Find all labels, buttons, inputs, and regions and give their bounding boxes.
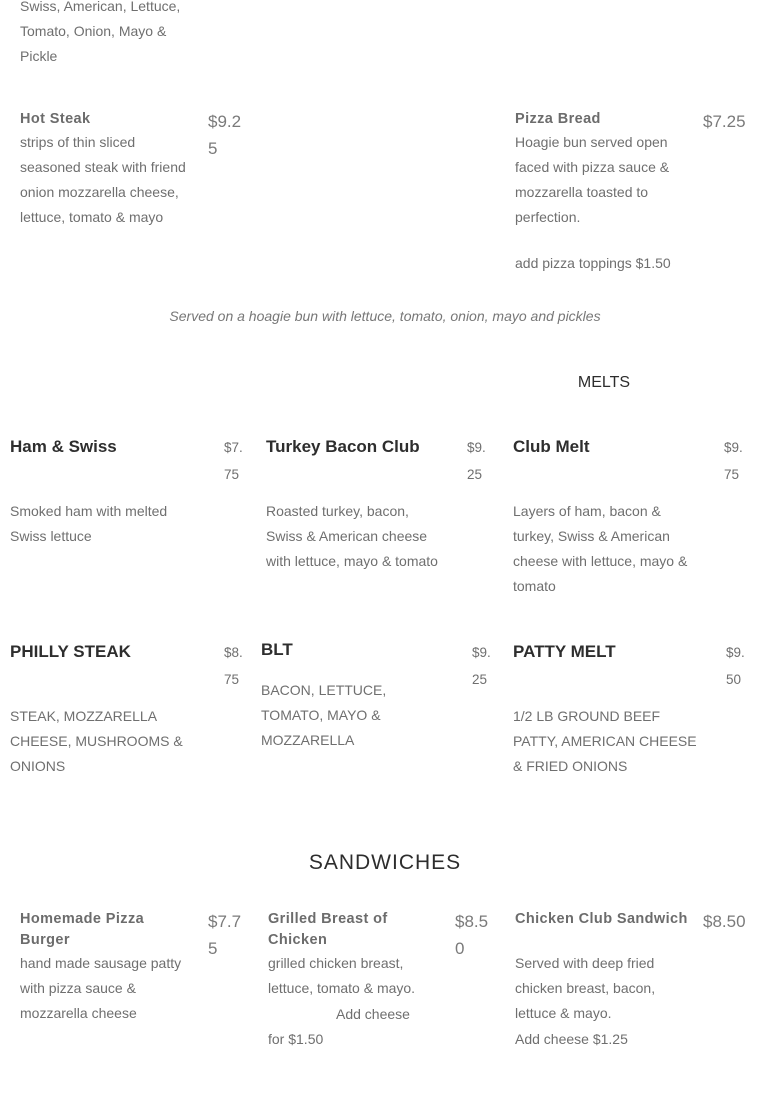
served-note: Served on a hoagie bun with lettuce, tomato, onion, mayo and pickles [169,308,601,324]
hot-steak-title: Hot Steak [20,111,91,127]
chicken-club-price: $8.50 [703,912,746,931]
grilled-chicken-description: grilled chicken breast, lettuce, tomato & mayo. [268,955,416,996]
pizza-bread-price: $7.25 [703,112,746,131]
grilled-chicken-extra: Add cheese for $1.50 [268,1006,410,1047]
patty-melt-description: 1/2 LB GROUND BEEF PATTY, AMERICAN CHEESE & FRIED ONIONS [513,708,697,774]
ham-swiss-description: Smoked ham with melted Swiss lettuce [10,503,168,544]
club-melt-description: Layers of ham, bacon & turkey, Swiss & American cheese with lettuce, mayo & tomato [513,503,688,594]
blt-title: BLT [261,640,293,659]
pizza-bread-description: Hoagie bun served open faced with pizza sauce & mozzarella toasted to perfection. [515,134,670,225]
club-melt-price: $9.75 [724,440,743,482]
turkey-bacon-club-price: $9.25 [467,440,486,482]
hot-steak-price: $9.25 [208,112,242,158]
club-melt-title: Club Melt [513,437,590,456]
ham-swiss-title: Ham & Swiss [10,437,117,456]
melts-heading: MELTS [577,374,631,391]
chicken-club-extra: Add cheese $1.25 [515,1031,628,1047]
pizza-burger-price: $7.75 [208,912,242,958]
philly-steak-price: $8.75 [224,645,243,687]
pizza-burger-title: Homemade Pizza Burger [20,911,145,948]
top-item-description: Swiss, American, Lettuce, Tomato, Onion, Mayo & Pickle [20,0,181,64]
blt-price: $9.25 [472,645,491,687]
chicken-club-title: Chicken Club Sandwich [515,911,688,927]
grilled-chicken-price: $8.50 [455,912,489,958]
chicken-club-description: Served with deep fried chicken breast, bacon, lettuce & mayo. [515,955,656,1021]
ham-swiss-price: $7.75 [224,440,243,482]
patty-melt-title: PATTY MELT [513,642,616,661]
philly-steak-description: STEAK, MOZZARELLA CHEESE, MUSHROOMS & ONIONS [10,708,183,774]
patty-melt-price: $9.50 [726,645,745,687]
pizza-bread-title: Pizza Bread [515,111,601,127]
sandwiches-heading: SANDWICHES [308,851,462,874]
turkey-bacon-club-description: Roasted turkey, bacon, Swiss & American cheese with lettuce, mayo & tomato [266,503,438,569]
pizza-burger-description: hand made sausage patty with pizza sauce & mozzarella cheese [20,955,182,1021]
hot-steak-description: strips of thin sliced seasoned steak with friend onion mozzarella cheese, lettuce, tomato & mayo [20,134,186,225]
grilled-chicken-title: Grilled Breast of Chicken [268,911,388,948]
turkey-bacon-club-title: Turkey Bacon Club [266,437,420,456]
blt-description: BACON, LETTUCE, TOMATO, MAYO & MOZZARELLA [261,682,387,748]
philly-steak-title: PHILLY STEAK [10,642,131,661]
pizza-bread-extra: add pizza toppings $1.50 [515,255,671,271]
